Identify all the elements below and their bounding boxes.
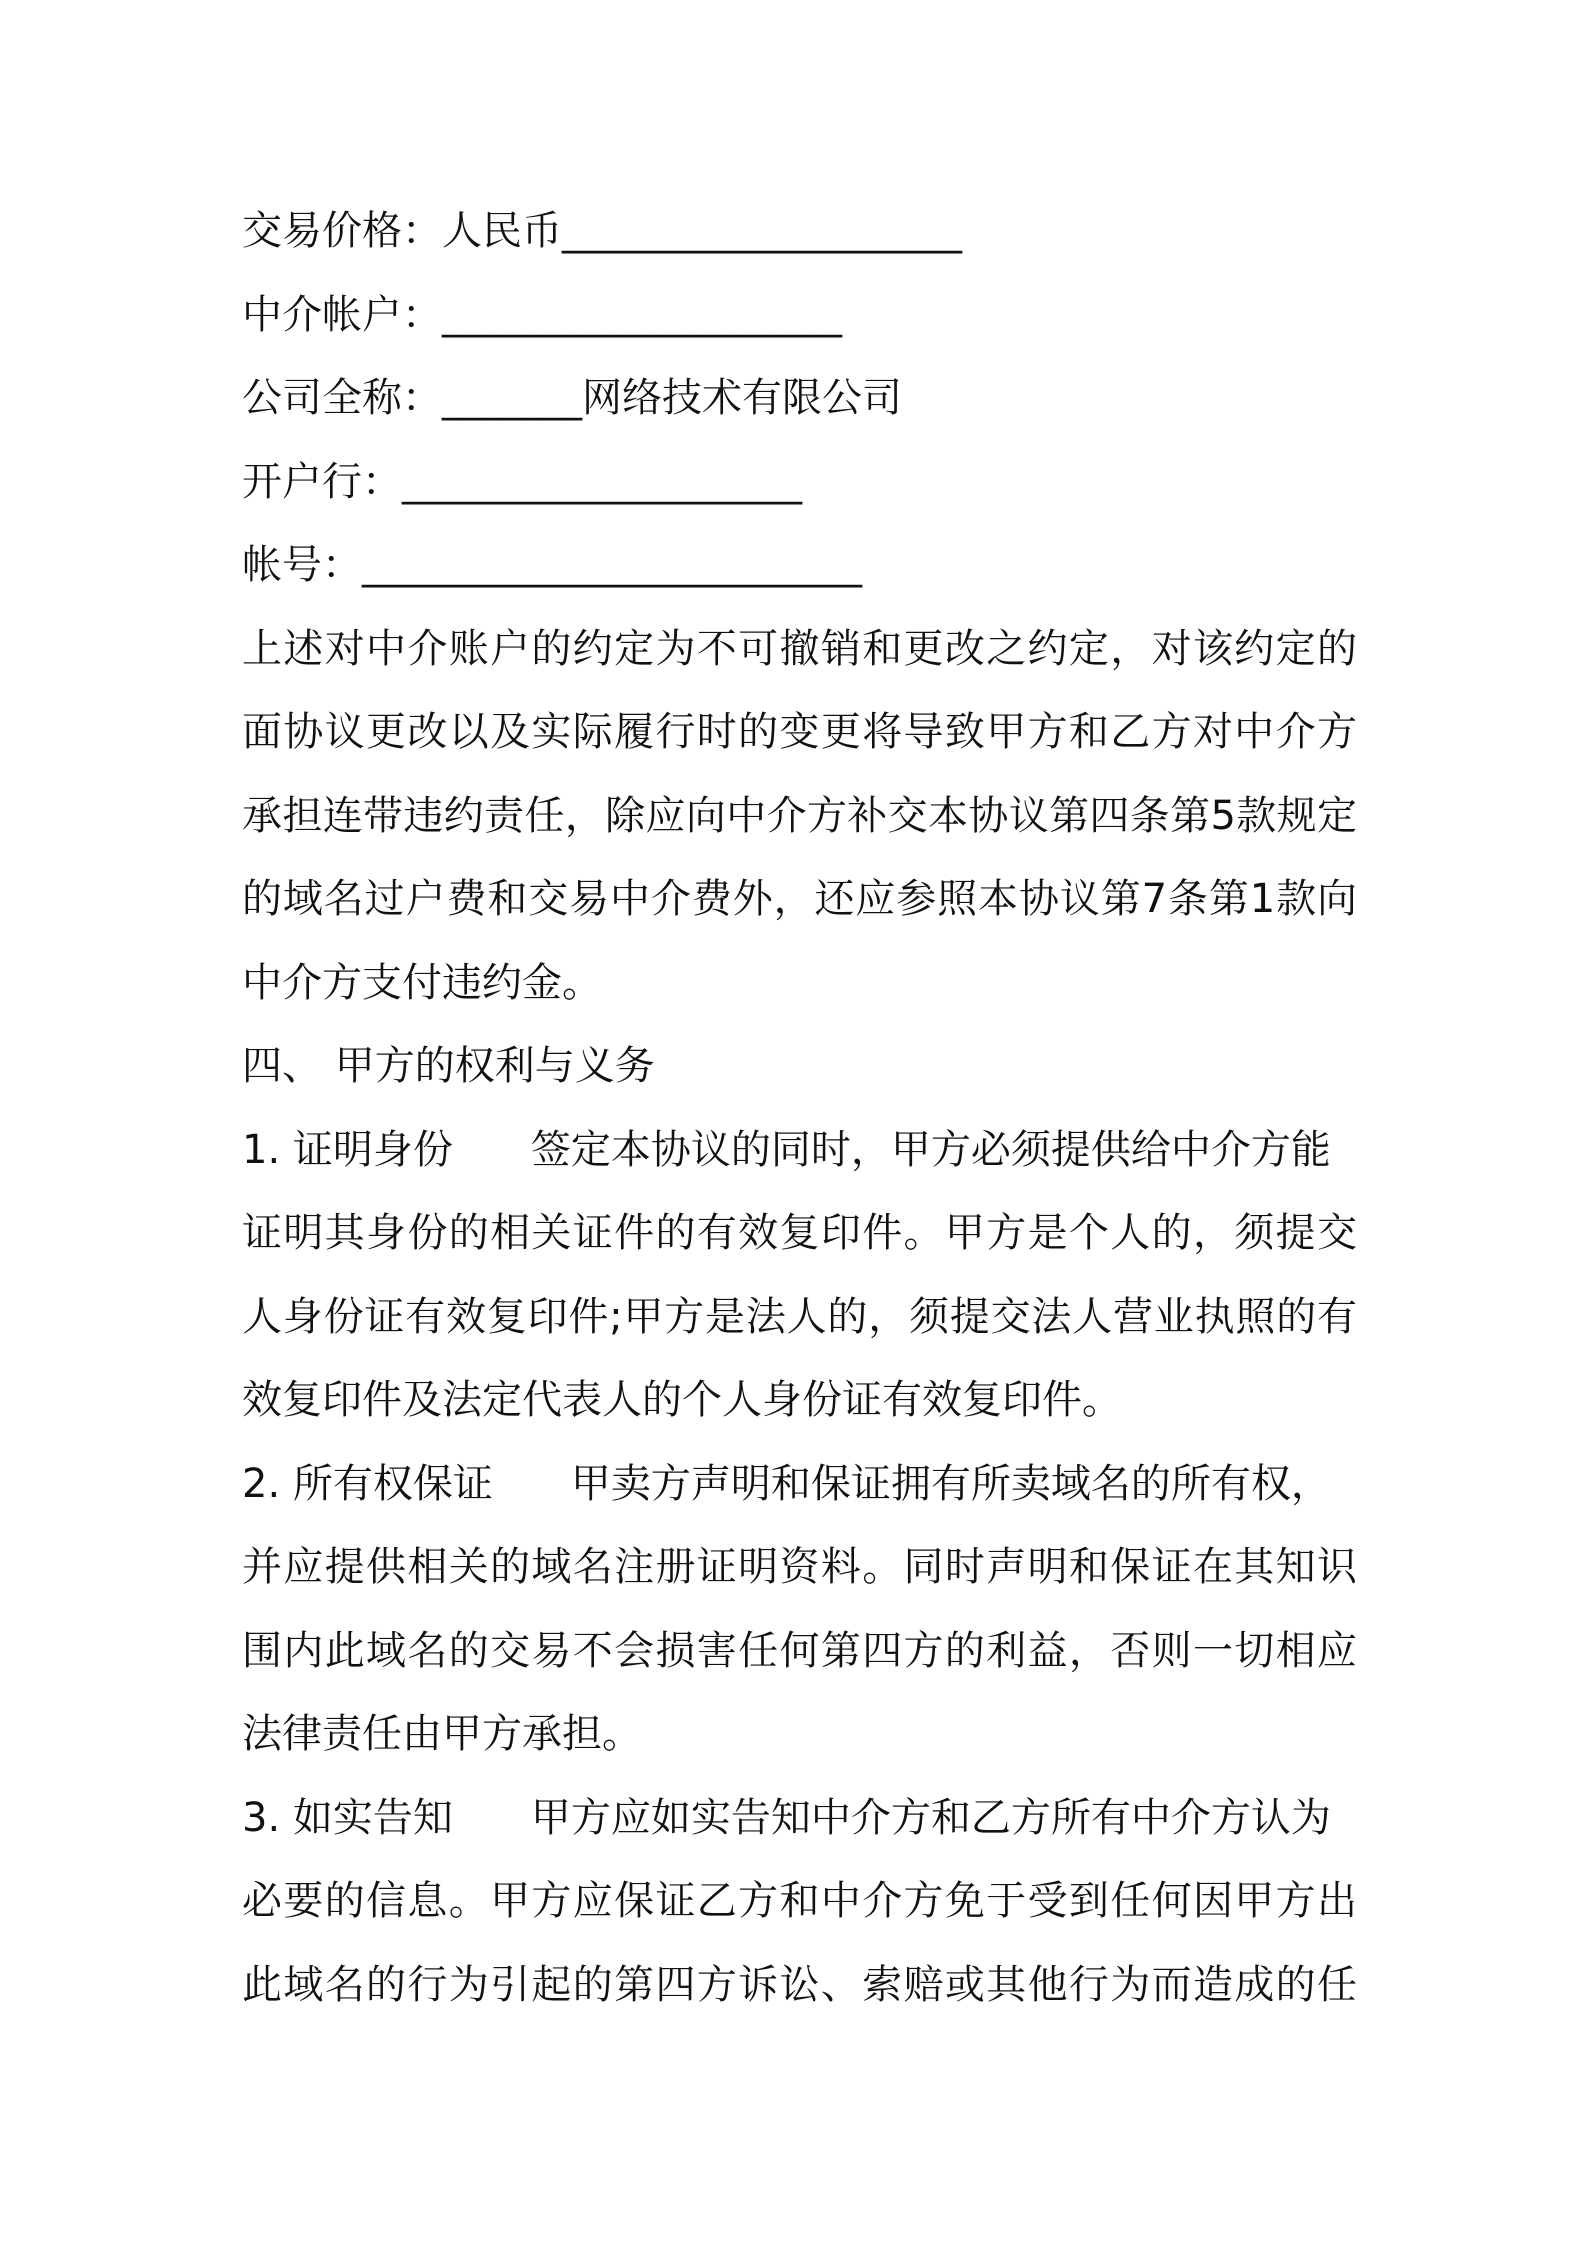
item-line: 并应提供相关的域名注册证明资料。同时声明和保证在其知识 bbox=[242, 1544, 1357, 1590]
item-first-line bbox=[242, 1109, 1357, 1193]
item-line: 此域名的行为引起的第四方诉讼、索赔或其他行为而造成的任 bbox=[242, 1961, 1357, 2008]
account-clause-paragraph bbox=[242, 608, 1357, 1026]
item-line: 法律责任由甲方承担。 bbox=[242, 1711, 642, 1757]
price-field: 交易价格：人民币____________________ bbox=[242, 208, 962, 254]
item-title: 2. 所有权保证 bbox=[242, 1460, 493, 1507]
item-first-line bbox=[242, 1777, 1357, 1861]
company-name-field: 公司全称：_______网络技术有限公司 bbox=[242, 375, 902, 421]
item-line: 效复印件及法定代表人的个人身份证有效复印件。 bbox=[242, 1377, 1122, 1423]
item-line: 围内此域名的交易不会损害任何第四方的利益，否则一切相应 bbox=[242, 1627, 1357, 1674]
paragraph-line: 中介方支付违约金。 bbox=[242, 959, 602, 1006]
item-first-line bbox=[242, 1443, 1357, 1527]
item-line: 必要的信息。甲方应保证乙方和中介方免于受到任何因甲方出 bbox=[242, 1878, 1357, 1924]
agent-account-field: 中介帐户：____________________ bbox=[242, 291, 842, 338]
paragraph-line: 的域名过户费和交易中介费外，还应参照本协议第7条第1款向 bbox=[242, 876, 1357, 922]
item-line: 人身份证有效复印件;甲方是法人的，须提交法人营业执照的有 bbox=[242, 1293, 1357, 1340]
paragraph-line: 上述对中介账户的约定为不可撤销和更改之约定，对该约定的 bbox=[242, 625, 1357, 672]
document-body bbox=[242, 190, 1357, 2027]
item-title: 3. 如实告知 bbox=[242, 1794, 453, 1841]
item-truthful-disclosure bbox=[242, 1777, 1357, 2028]
item-first-text: 甲卖方声明和保证拥有所卖域名的所有权， bbox=[570, 1460, 1331, 1507]
item-ownership-guarantee bbox=[242, 1443, 1357, 1777]
bank-field: 开户行：____________________ bbox=[242, 458, 802, 505]
account-number-field: 帐号：_________________________ bbox=[242, 542, 862, 588]
section-heading: 四、 甲方的权利与义务 bbox=[242, 1043, 655, 1089]
paragraph-line: 面协议更改以及实际履行时的变更将导致甲方和乙方对中介方 bbox=[242, 709, 1357, 755]
item-identity-proof bbox=[242, 1109, 1357, 1443]
item-first-text: 签定本协议的同时，甲方必须提供给中介方能 bbox=[530, 1126, 1331, 1173]
item-line: 证明其身份的相关证件的有效复印件。甲方是个人的，须提交 bbox=[242, 1210, 1357, 1256]
item-title: 1. 证明身份 bbox=[242, 1126, 453, 1173]
paragraph-line: 承担连带违约责任，除应向中介方补交本协议第四条第5款规定 bbox=[242, 792, 1357, 839]
item-first-text: 甲方应如实告知中介方和乙方所有中介方认为 bbox=[530, 1794, 1331, 1841]
